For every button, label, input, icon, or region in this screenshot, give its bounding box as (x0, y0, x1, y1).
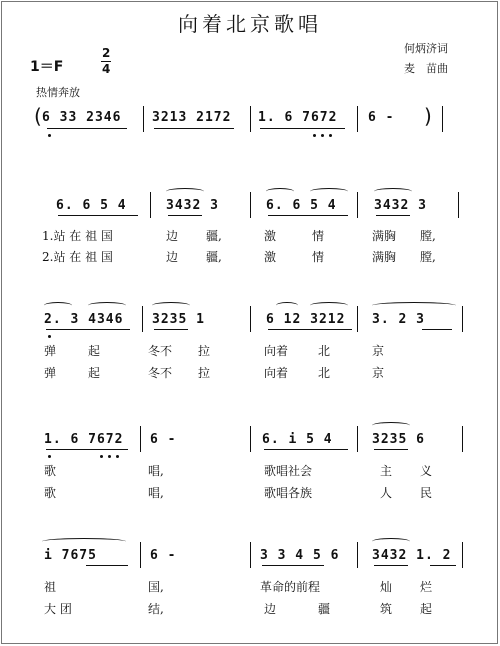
slur (44, 302, 72, 309)
song-title: 向着北京歌唱 (178, 12, 322, 36)
lyric-2-2-a: 2.站 在 祖 国 (42, 250, 113, 264)
lyric-2-2-e: 情 (312, 250, 325, 264)
lyric-2-1-b: 边 (166, 229, 179, 243)
lyric-3-1-e: 向着 (264, 344, 289, 358)
barline (143, 106, 144, 132)
beam (260, 128, 345, 129)
barline (462, 542, 463, 568)
measure-2-2: 3432 3 (166, 198, 219, 213)
tempo-marking: 热情奔放 (36, 86, 80, 99)
lyric-3-2-b: 起 (88, 366, 101, 380)
lyric-4-1-a: 歌 (44, 464, 57, 478)
slur (374, 188, 412, 195)
slur (310, 188, 348, 195)
slur (166, 188, 204, 195)
lyric-5-1-c: 革命的前程 (260, 580, 321, 594)
lyric-4-1-d: 主 (380, 464, 393, 478)
lyric-2-1-d: 激 (264, 229, 277, 243)
slur (152, 302, 190, 309)
lyric-2-1-f: 满胸 (372, 229, 397, 243)
barline (462, 306, 463, 332)
measure-1-2: 3213 2172 (152, 110, 232, 125)
barline (458, 192, 459, 218)
lyric-5-2-f: 起 (420, 602, 433, 616)
lyric-5-2-d: 疆 (318, 602, 331, 616)
lyric-3-1-g: 京 (372, 344, 385, 358)
low-octave-dot (48, 134, 51, 137)
close-paren: ) (424, 104, 432, 128)
lyric-5-2-a: 大 团 (44, 602, 72, 616)
slur (276, 302, 298, 309)
lyric-3-1-d: 拉 (198, 344, 211, 358)
lyric-5-1-e: 烂 (420, 580, 433, 594)
lyric-3-2-d: 拉 (198, 366, 211, 380)
low-octave-dot (48, 335, 51, 338)
measure-5-2: 6 - (150, 548, 177, 563)
lyric-5-2-c: 边 (264, 602, 277, 616)
measure-5-4: 3432 1. 2 (372, 548, 452, 563)
low-octave-dot (329, 134, 332, 137)
measure-1-1: 6 33 2346 (42, 110, 122, 125)
low-octave-dot (48, 455, 51, 458)
barline (357, 542, 358, 568)
beam (47, 128, 127, 129)
beam (262, 565, 324, 566)
lyric-2-2-b: 边 (166, 250, 179, 264)
beam (86, 565, 128, 566)
lyric-5-2-b: 结, (148, 602, 164, 616)
measure-2-4: 3432 3 (374, 198, 427, 213)
lyric-4-1-e: 义 (420, 464, 433, 478)
measure-4-1: 1. 6 7672 (44, 432, 124, 447)
barline (357, 106, 358, 132)
low-octave-dot (100, 455, 103, 458)
beam (154, 128, 234, 129)
barline (142, 306, 143, 332)
slur (42, 538, 126, 545)
barline (250, 542, 251, 568)
beam (154, 329, 188, 330)
measure-3-2: 3235 1 (152, 312, 205, 327)
measure-3-4: 3. 2 3 (372, 312, 425, 327)
beam (168, 215, 202, 216)
measure-4-4: 3235 6 (372, 432, 425, 447)
barline (357, 426, 358, 452)
lyric-2-1-a: 1.站 在 祖 国 (42, 229, 113, 243)
lyric-2-2-d: 激 (264, 250, 277, 264)
low-octave-dot (321, 134, 324, 137)
lyric-3-1-f: 北 (318, 344, 331, 358)
time-signature-top: 2 (102, 46, 111, 60)
barline (140, 542, 141, 568)
lyric-4-1-b: 唱, (148, 464, 164, 478)
slur (310, 302, 348, 309)
lyric-4-2-b: 唱, (148, 486, 164, 500)
barline (250, 192, 251, 218)
open-paren: ( (34, 104, 42, 128)
barline (250, 426, 251, 452)
key-signature: 1＝F (30, 59, 64, 75)
beam (430, 565, 456, 566)
slur (266, 188, 294, 195)
composer-credit: 麦 苗曲 (404, 62, 448, 75)
slur (372, 422, 410, 429)
measure-5-3: 3 3 4 5 6 (260, 548, 340, 563)
measure-4-2: 6 - (150, 432, 177, 447)
measure-3-3: 6 12 3212 (266, 312, 346, 327)
barline (442, 106, 443, 132)
lyric-4-2-d: 人 (380, 486, 393, 500)
measure-3-1: 2. 3 4346 (44, 312, 124, 327)
lyric-5-1-a: 祖 (44, 580, 57, 594)
beam (58, 215, 138, 216)
lyric-2-2-c: 疆, (206, 250, 222, 264)
lyric-4-2-c: 歌唱各族 (264, 486, 313, 500)
beam (376, 215, 410, 216)
lyric-2-1-g: 膛, (420, 229, 436, 243)
beam (46, 449, 128, 450)
lyric-4-2-e: 民 (420, 486, 433, 500)
beam (268, 215, 348, 216)
lyric-5-1-d: 灿 (380, 580, 393, 594)
lyric-3-2-e: 向着 (264, 366, 289, 380)
barline (357, 192, 358, 218)
lyric-5-2-e: 筑 (380, 602, 393, 616)
lyric-3-1-a: 弹 (44, 344, 57, 358)
low-octave-dot (108, 455, 111, 458)
lyricist-credit: 何炳济词 (404, 42, 448, 55)
beam (46, 329, 130, 330)
barline (150, 192, 151, 218)
beam (422, 329, 452, 330)
lyric-4-1-c: 歌唱社会 (264, 464, 313, 478)
barline (357, 306, 358, 332)
barline (250, 306, 251, 332)
slur (372, 538, 410, 545)
low-octave-dot (116, 455, 119, 458)
beam (268, 329, 352, 330)
low-octave-dot (313, 134, 316, 137)
lyric-2-2-f: 满胸 (372, 250, 397, 264)
beam (374, 565, 408, 566)
lyric-3-2-a: 弹 (44, 366, 57, 380)
barline (462, 426, 463, 452)
barline (140, 426, 141, 452)
lyric-5-1-b: 国, (148, 580, 164, 594)
measure-1-4: 6 - (368, 110, 395, 125)
measure-2-1: 6. 6 5 4 (56, 198, 127, 213)
lyric-3-1-b: 起 (88, 344, 101, 358)
slur (372, 302, 456, 309)
lyric-2-1-c: 疆, (206, 229, 222, 243)
lyric-3-2-g: 京 (372, 366, 385, 380)
slur (88, 302, 126, 309)
measure-2-3: 6. 6 5 4 (266, 198, 337, 213)
lyric-3-2-f: 北 (318, 366, 331, 380)
measure-5-1: i 7675 (44, 548, 97, 563)
beam (264, 449, 348, 450)
lyric-3-2-c: 冬不 (148, 366, 173, 380)
lyric-4-2-a: 歌 (44, 486, 57, 500)
barline (250, 106, 251, 132)
time-signature-bottom: 4 (102, 62, 111, 76)
lyric-2-2-g: 膛, (420, 250, 436, 264)
measure-1-3: 1. 6 7672 (258, 110, 338, 125)
measure-4-3: 6. i 5 4 (262, 432, 333, 447)
lyric-3-1-c: 冬不 (148, 344, 173, 358)
lyric-2-1-e: 情 (312, 229, 325, 243)
beam (374, 449, 408, 450)
